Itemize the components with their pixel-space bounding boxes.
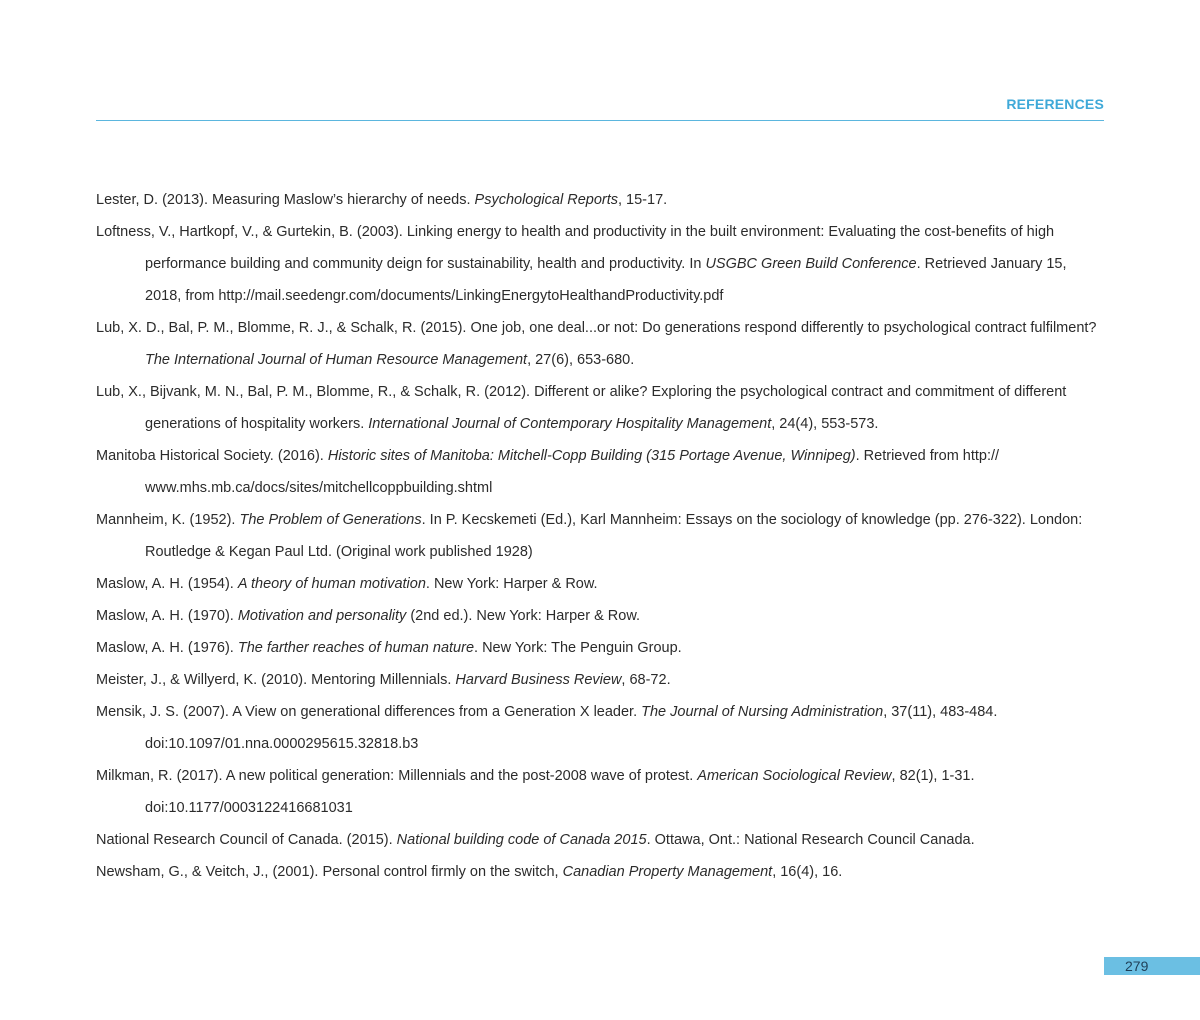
reference-text: Mannheim, K. (1952). xyxy=(96,512,240,528)
reference-source-title: American Sociological Review xyxy=(697,768,892,784)
section-title: REFERENCES xyxy=(1006,96,1104,112)
reference-text: , 82(1), 1-31. doi:10.1177/0003122416681031 xyxy=(145,768,975,816)
reference-entry xyxy=(96,216,1106,312)
reference-entry xyxy=(96,184,1106,216)
reference-source-title: Historic sites of Manitoba: Mitchell-Copp Building (315 Portage Avenue, Winnipeg) xyxy=(327,448,856,464)
reference-entry xyxy=(96,568,1106,600)
reference-source-title: The Journal of Nursing Administration xyxy=(641,704,884,720)
reference-entry xyxy=(96,440,1106,504)
reference-entry xyxy=(96,856,1106,888)
reference-entry xyxy=(96,312,1106,376)
reference-text: Lub, X., Bijvank, M. N., Bal, P. M., Blomme, R., & Schalk, R. (2012). Different or alike? Exploring the psychological contract and commitment of different generations of hospitality workers. xyxy=(96,384,1067,432)
reference-entry xyxy=(96,632,1106,664)
reference-text: , 24(4), 553-573. xyxy=(771,416,879,432)
reference-entry xyxy=(96,760,1106,824)
reference-text: Milkman, R. (2017). A new political generation: Millennials and the post-2008 wave of protest. xyxy=(96,768,698,784)
reference-text: , 37(11), 483-484. doi:10.1097/01.nna.0000295615.32818.b3 xyxy=(145,704,998,752)
reference-text: Meister, J., & Willyerd, K. (2010). Mentoring Millennials. xyxy=(96,672,456,688)
reference-entry xyxy=(96,824,1106,856)
reference-source-title: National building code of Canada 2015 xyxy=(396,832,647,848)
reference-text: . In P. Kecskemeti (Ed.), Karl Mannheim: Essays on the sociology of knowledge (pp. 276-322). London: Routledge & Kegan Paul Ltd. (Original work published 1928) xyxy=(145,512,1083,560)
reference-source-title: A theory of human motivation xyxy=(237,576,426,592)
reference-text: Maslow, A. H. (1970). xyxy=(96,608,238,624)
reference-text: Maslow, A. H. (1954). xyxy=(96,576,238,592)
reference-entry xyxy=(96,600,1106,632)
reference-text: Lub, X. D., Bal, P. M., Blomme, R. J., & Schalk, R. (2015). One job, one deal...or not: Do generations respond differently to psychological contract fulfilment? xyxy=(96,320,1097,336)
page-number: 279 xyxy=(1104,957,1200,975)
reference-text: Mensik, J. S. (2007). A View on generational differences from a Generation X leader. xyxy=(96,704,642,720)
reference-source-title: The International Journal of Human Resource Management xyxy=(145,352,528,368)
header-divider xyxy=(96,120,1104,121)
reference-source-title: Psychological Reports xyxy=(474,192,618,208)
reference-source-title: Harvard Business Review xyxy=(455,672,622,688)
reference-entry xyxy=(96,376,1106,440)
reference-text: . New York: Harper & Row. xyxy=(425,576,598,592)
reference-text: (2nd ed.). New York: Harper & Row. xyxy=(406,608,641,624)
reference-text: Maslow, A. H. (1976). xyxy=(96,640,238,656)
reference-text: , 16(4), 16. xyxy=(772,864,843,880)
reference-text: . Ottawa, Ont.: National Research Council Canada. xyxy=(646,832,975,848)
reference-source-title: International Journal of Contemporary Hospitality Management xyxy=(368,416,772,432)
reference-source-title: Motivation and personality xyxy=(237,608,407,624)
reference-text: Newsham, G., & Veitch, J., (2001). Personal control firmly on the switch, xyxy=(96,864,563,880)
reference-entry xyxy=(96,504,1106,568)
reference-entry xyxy=(96,664,1106,696)
reference-entry xyxy=(96,696,1106,760)
reference-source-title: USGBC Green Build Conference xyxy=(705,256,917,272)
reference-text: Manitoba Historical Society. (2016). xyxy=(96,448,328,464)
reference-text: Loftness, V., Hartkopf, V., & Gurtekin, B. (2003). Linking energy to health and productivity in the built environment: Evaluating the cost-benefits of high performance building and community deign for sustainability, health and productivity. In xyxy=(96,224,1055,272)
reference-text: . New York: The Penguin Group. xyxy=(474,640,682,656)
reference-source-title: The farther reaches of human nature xyxy=(237,640,475,656)
reference-text: . Retrieved January 15, 2018, from http://mail.seedengr.com/documents/LinkingEnergytoHealthandProductivity.pdf xyxy=(145,256,1067,304)
reference-text: . Retrieved from http:// www.mhs.mb.ca/docs/sites/mitchellcoppbuilding.shtml xyxy=(145,448,1000,496)
reference-text: National Research Council of Canada. (2015). xyxy=(96,832,397,848)
reference-text: , 15-17. xyxy=(618,192,668,208)
reference-source-title: The Problem of Generations xyxy=(239,512,422,528)
reference-text: , 27(6), 653-680. xyxy=(527,352,635,368)
reference-text: , 68-72. xyxy=(621,672,671,688)
reference-text: Lester, D. (2013). Measuring Maslow’s hierarchy of needs. xyxy=(96,192,475,208)
reference-source-title: Canadian Property Management xyxy=(562,864,773,880)
reference-list xyxy=(96,184,1106,888)
